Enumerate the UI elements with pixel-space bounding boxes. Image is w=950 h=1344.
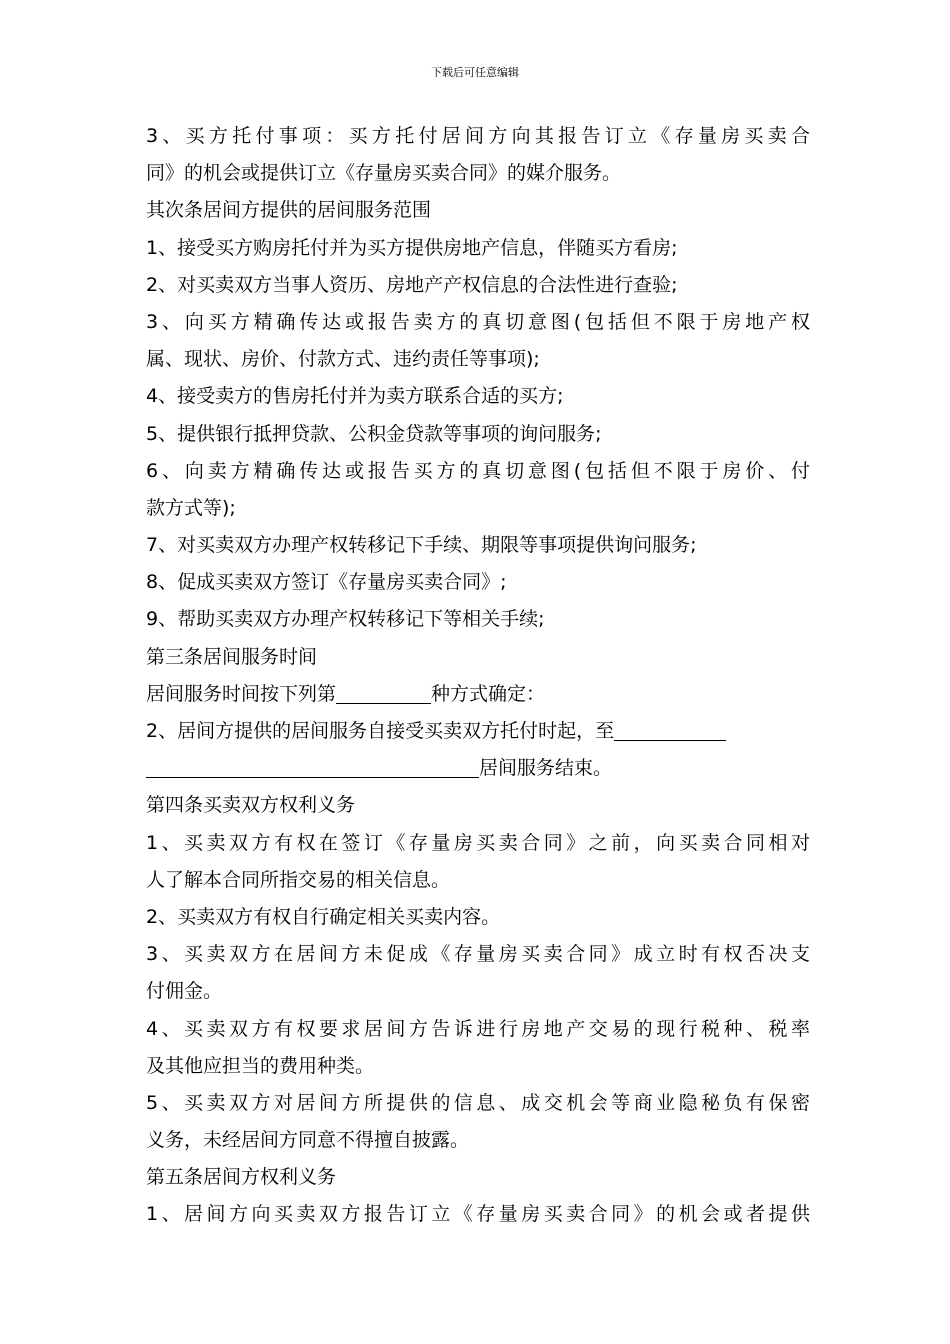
fill-in-line — [146, 750, 810, 787]
list-item: 4、接受卖方的售房托付并为卖方联系合适的买方; — [146, 385, 564, 408]
list-item-continuation: 付佣金。 — [146, 980, 223, 1003]
document-body — [146, 118, 810, 1234]
list-item: 3、买卖双方在居间方未促成《存量房买卖合同》成立时有权否决支 — [146, 943, 810, 966]
paragraph-line: 同》的机会或提供订立《存量房买卖合同》的媒介服务。 — [146, 162, 622, 185]
line-text: 居间服务时间按下列第 — [146, 682, 337, 705]
section-heading: 第四条买卖双方权利义务 — [146, 794, 356, 817]
list-item: 5、提供银行抵押贷款、公积金贷款等事项的询问服务; — [146, 422, 602, 445]
section-heading: 第五条居间方权利义务 — [146, 1166, 337, 1189]
list-item: 5、买卖双方对居间方所提供的信息、成交机会等商业隐秘负有保密 — [146, 1091, 810, 1114]
list-item: 2、买卖双方有权自行确定相关买卖内容。 — [146, 905, 501, 928]
paragraph-line: 3、买方托付事项：买方托付居间方向其报告订立《存量房买卖合 — [146, 125, 810, 147]
page-header: 下载后可任意编辑 — [431, 66, 519, 79]
list-item-continuation: 属、现状、房价、付款方式、违约责任等事项); — [146, 348, 540, 371]
section-heading: 其次条居间方提供的居间服务范围 — [146, 199, 432, 222]
line-text: 居间服务结束。 — [479, 757, 613, 780]
list-item-continuation: 及其他应担当的费用种类。 — [146, 1054, 375, 1077]
line-text: 2、居间方提供的居间服务自接受买卖双方托付时起，至 — [146, 720, 615, 742]
blank-field — [336, 681, 431, 704]
list-item-continuation: 义务，未经居间方同意不得擅自披露。 — [146, 1129, 470, 1152]
section-heading: 第三条居间服务时间 — [146, 645, 318, 668]
list-item: 6、向卖方精确传达或报告买方的真切意图(包括但不限于房价、付 — [146, 459, 810, 482]
fill-in-line — [146, 676, 810, 713]
list-item: 4、买卖双方有权要求居间方告诉进行房地产交易的现行税种、税率 — [146, 1017, 810, 1040]
list-item: 1、居间方向买卖双方报告订立《存量房买卖合同》的机会或者提供 — [146, 1203, 810, 1226]
blank-field — [146, 755, 479, 778]
list-item: 1、买卖双方有权在签订《存量房买卖合同》之前，向买卖合同相对 — [146, 831, 810, 854]
list-item: 8、促成买卖双方签订《存量房买卖合同》; — [146, 571, 507, 594]
line-text: 种方式确定： — [431, 682, 546, 705]
list-item-continuation: 人了解本合同所指交易的相关信息。 — [146, 868, 451, 891]
list-item: 1、接受买方购房托付并为买方提供房地产信息，伴随买方看房; — [146, 236, 678, 259]
blank-field — [614, 718, 726, 741]
list-item: 2、对买卖双方当事人资历、房地产产权信息的合法性进行查验; — [146, 273, 678, 296]
list-item: 3、向买方精确传达或报告卖方的真切意图(包括但不限于房地产权 — [146, 310, 810, 333]
list-item: 9、帮助买卖双方办理产权转移记下等相关手续; — [146, 608, 545, 631]
list-item: 7、对买卖双方办理产权转移记下手续、期限等事项提供询问服务; — [146, 534, 697, 557]
fill-in-line — [146, 713, 810, 750]
list-item-continuation: 款方式等); — [146, 496, 236, 519]
